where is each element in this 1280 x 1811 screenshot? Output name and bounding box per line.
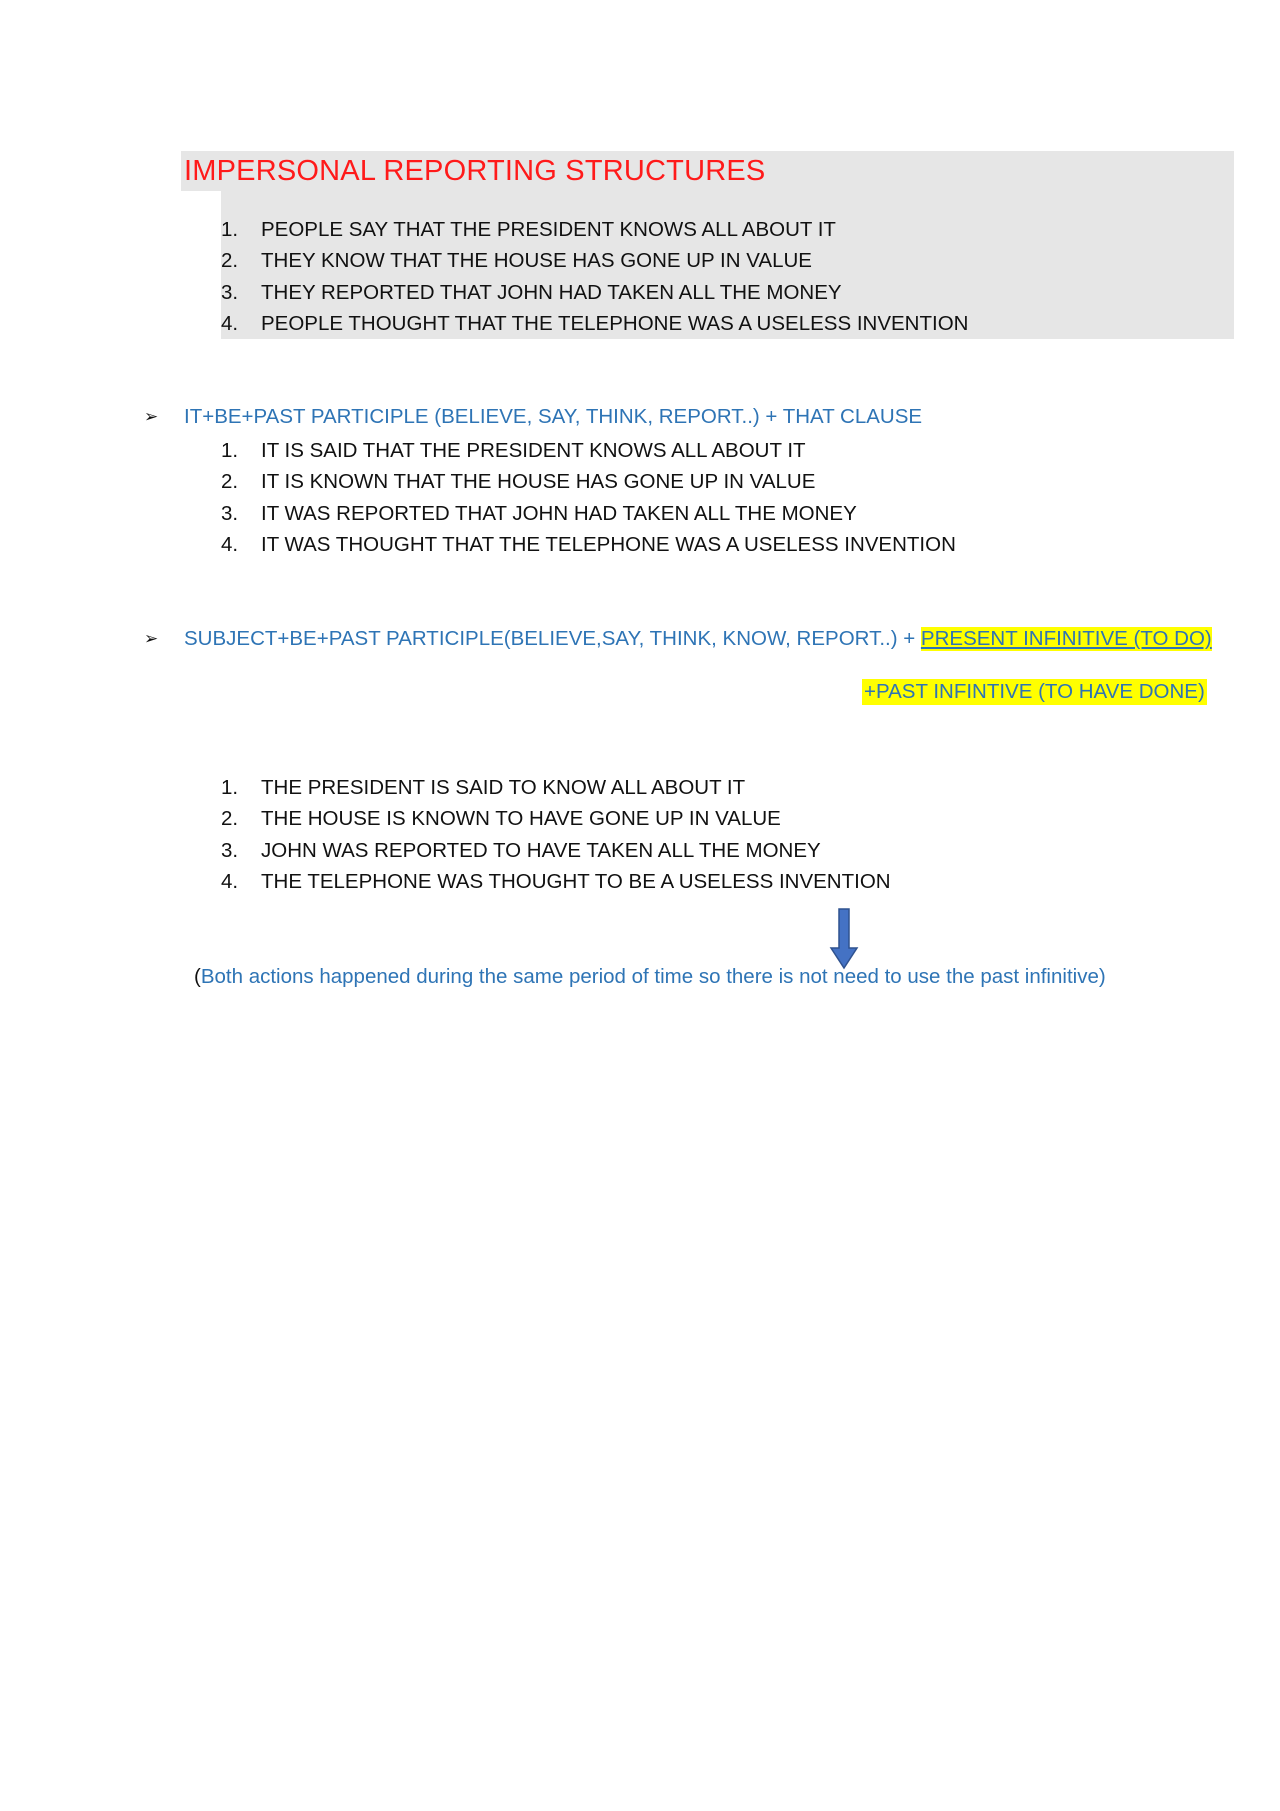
list-item: 3. IT WAS REPORTED THAT JOHN HAD TAKEN ALL THE MONEY bbox=[221, 501, 857, 525]
arrow-bullet-icon: ➢ bbox=[144, 407, 159, 426]
present-infinitive-highlight: PRESENT INFINITIVE (TO DO) bbox=[920, 627, 1212, 650]
list-item: 1. THE PRESIDENT IS SAID TO KNOW ALL ABOUT IT bbox=[221, 775, 746, 799]
list-item: 2. IT IS KNOWN THAT THE HOUSE HAS GONE UP IN VALUE bbox=[221, 470, 816, 494]
list-item: 4. IT WAS THOUGHT THAT THE TELEPHONE WAS A USELESS INVENTION bbox=[221, 533, 956, 557]
note-text: (Both actions happened during the same period of time so there is not need to use the past infinitive) bbox=[194, 965, 1106, 988]
structure2-rule: ➢ SUBJECT+BE+PAST PARTICIPLE(BELIEVE,SAY, THINK, KNOW, REPORT..) + PRESENT INFINITIVE (TO DO) bbox=[144, 627, 1212, 650]
structure2-examples-list bbox=[221, 772, 891, 898]
list-item: 3. JOHN WAS REPORTED TO HAVE TAKEN ALL THE MONEY bbox=[221, 838, 821, 862]
structure1-examples-list bbox=[221, 435, 956, 561]
list-item: 3. THEY REPORTED THAT JOHN HAD TAKEN ALL THE MONEY bbox=[221, 280, 842, 304]
arrow-bullet-icon: ➢ bbox=[144, 629, 159, 648]
list-item: 4. PEOPLE THOUGHT THAT THE TELEPHONE WAS A USELESS INVENTION bbox=[221, 312, 969, 336]
list-item: 1. PEOPLE SAY THAT THE PRESIDENT KNOWS ALL ABOUT IT bbox=[221, 217, 836, 241]
list-item: 2. THEY KNOW THAT THE HOUSE HAS GONE UP IN VALUE bbox=[221, 249, 812, 273]
page-title: IMPERSONAL REPORTING STRUCTURES bbox=[184, 155, 766, 187]
down-arrow-icon bbox=[829, 908, 859, 970]
list-item: 2. THE HOUSE IS KNOWN TO HAVE GONE UP IN VALUE bbox=[221, 807, 781, 831]
structure1-rule: ➢ IT+BE+PAST PARTICIPLE (BELIEVE, SAY, THINK, REPORT..) + THAT CLAUSE bbox=[144, 405, 923, 428]
list-item: 1. IT IS SAID THAT THE PRESIDENT KNOWS ALL ABOUT IT bbox=[221, 438, 806, 462]
list-item: 4. THE TELEPHONE WAS THOUGHT TO BE A USELESS INVENTION bbox=[221, 870, 891, 894]
past-infinitive-highlight: +PAST INFINTIVE (TO HAVE DONE) bbox=[864, 680, 1205, 703]
active-examples-list bbox=[221, 214, 968, 340]
